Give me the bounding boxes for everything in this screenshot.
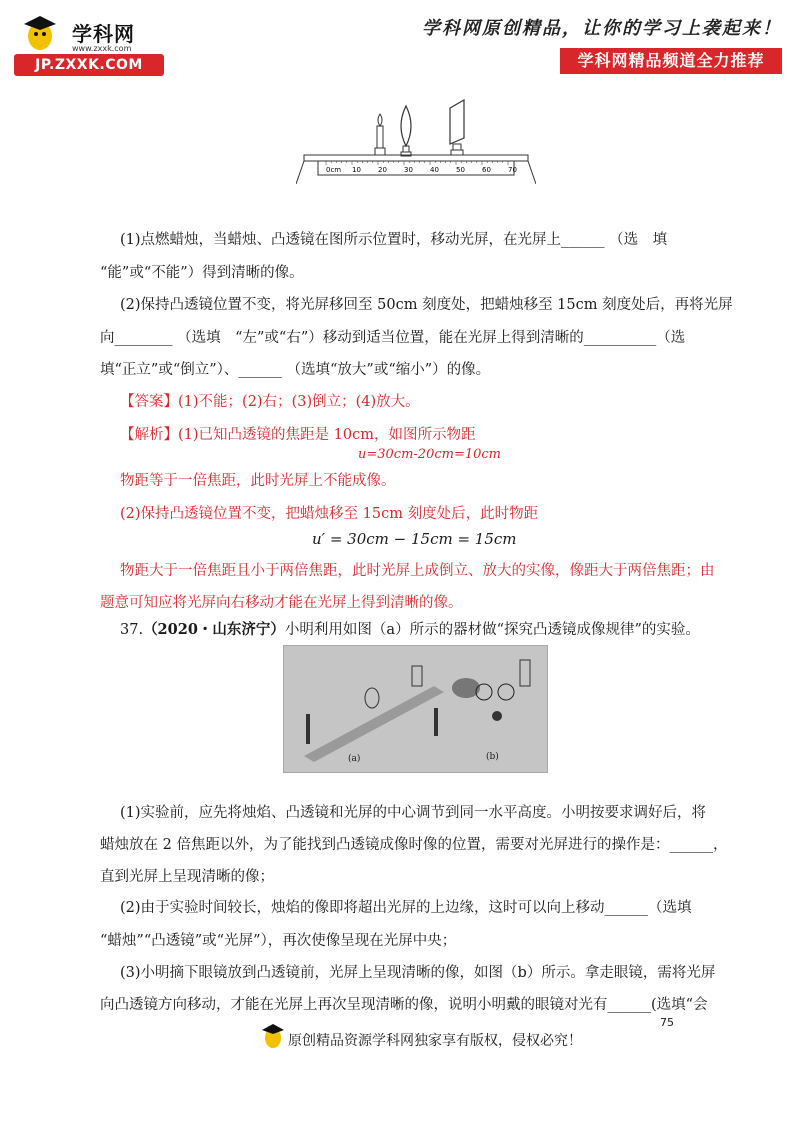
analysis-tag: 【解析】 [120,427,178,443]
q36-part2-line1: (2)保持凸透镜位置不变，将光屏移回至 50cm 刻度处，把蜡烛移至 15cm 刻度处后，再将光屏 [120,297,733,313]
candle-icon [377,114,383,148]
q37-number: 37. [120,622,144,638]
experiment-photo-illustration [284,646,547,772]
q36-part2-line2: 向________ （选填 “左”或“右”）移动到适当位置，能在光屏上得到清晰的__________（选 [100,330,686,346]
q36-part1-line2: “能”或“不能”）得到清晰的像。 [100,265,304,281]
page-number: 75 [660,1016,674,1029]
footer-copyright: 原创精品资源学科网独家享有版权，侵权必究！ [288,1033,582,1049]
ruler-label: 0cm [326,166,342,174]
q36-analysis-2: 物距等于一倍焦距，此时光屏上不能成像。 [120,473,396,489]
q37-part2-line1: (2)由于实验时间较长，烛焰的像即将超出光屏的上边缘，这时可以向上移动______（选填 [120,900,692,916]
q37-title [120,619,700,641]
formula-object-distance: u=30cm-20cm=10cm [358,447,501,462]
ruler-label: 70 [508,166,517,174]
ruler-label: 60 [482,166,491,174]
q36-analysis-4: 物距大于一倍焦距且小于两倍焦距，此时光屏上成倒立、放大的实像，像距大于两倍焦距；由 [120,563,715,579]
ruler-scale [326,161,517,174]
page-header [0,0,800,90]
header-slogan: 学科网原创精品，让你的学习上袭起来！ [422,18,782,39]
ruler-label: 10 [352,166,361,174]
analysis-text-1: (1)已知凸透镜的焦距是 10cm，如图所示物距 [178,427,476,443]
mascot-icon [10,14,70,54]
figure-b-label: (b) [486,752,499,762]
formula-new-distance: u′ = 30cm − 15cm = 15cm [312,530,517,548]
zxxk-logo[interactable] [10,14,160,74]
light-screen-icon [450,100,464,150]
q37-part3-line2: 向凸透镜方向移动，才能在光屏上再次呈现清晰的像，说明小明戴的眼镜对光有______(选填“会 [100,997,708,1013]
logo-subtitle: www.zxxk.com [72,44,132,53]
header-banner: 学科网精品频道全力推荐 [560,48,782,74]
logo-name: 学科网 [72,22,135,46]
ruler-label: 40 [430,166,439,174]
answer-text: (1)不能；(2)右；(3)倒立；(4)放大。 [178,394,420,410]
q36-analysis-3: (2)保持凸透镜位置不变，把蜡烛移至 15cm 刻度处后，此时物距 [120,506,539,522]
q36-analysis-5: 题意可知应将光屏向右移动才能在光屏上得到清晰的像。 [100,595,463,611]
q37-part2-line2: “蜡烛”“凸透镜”或“光屏”），再次使像呈现在光屏中央； [100,933,457,949]
ruler-label: 30 [404,166,413,174]
q37-part1-line3: 直到光屏上呈现清晰的像； [100,869,274,885]
q36-part2-line3: 填“正立”或“倒立”）、______ （选填“放大”或“缩小”）的像。 [100,362,491,378]
experiment-photo [283,645,548,773]
q37-part3-line1: (3)小明摘下眼镜放到凸透镜前，光屏上呈现清晰的像，如图（b）所示。拿走眼镜，需将光屏 [120,965,716,981]
figure-a-label: (a) [348,754,361,764]
q37-part1-line1: (1)实验前，应先将烛焰、凸透镜和光屏的中心调节到同一水平高度。小明按要求调好后，将 [120,805,707,821]
q37-text: 小明利用如图（a）所示的器材做“探究凸透镜成像规律”的实验。 [284,622,700,638]
convex-lens-icon [401,106,411,152]
optical-bench-figure [296,98,536,188]
q36-part1-line1: (1)点燃蜡烛，当蜡烛、凸透镜在图所示位置时，移动光屏，在光屏上______ （选 填 [120,232,668,248]
mascot-icon [260,1022,286,1050]
ruler-label: 20 [378,166,387,174]
answer-tag: 【答案】 [120,394,178,410]
q36-answer [120,391,420,413]
q37-source: （2020・山东济宁） [143,621,285,638]
q37-part1-line2: 蜡烛放在 2 倍焦距以外，为了能找到凸透镜成像时像的位置，需要对光屏进行的操作是：______， [100,837,728,853]
q36-analysis-1 [120,424,475,446]
ruler-label: 50 [456,166,465,174]
logo-url[interactable]: JP.ZXXK.COM [14,54,164,76]
